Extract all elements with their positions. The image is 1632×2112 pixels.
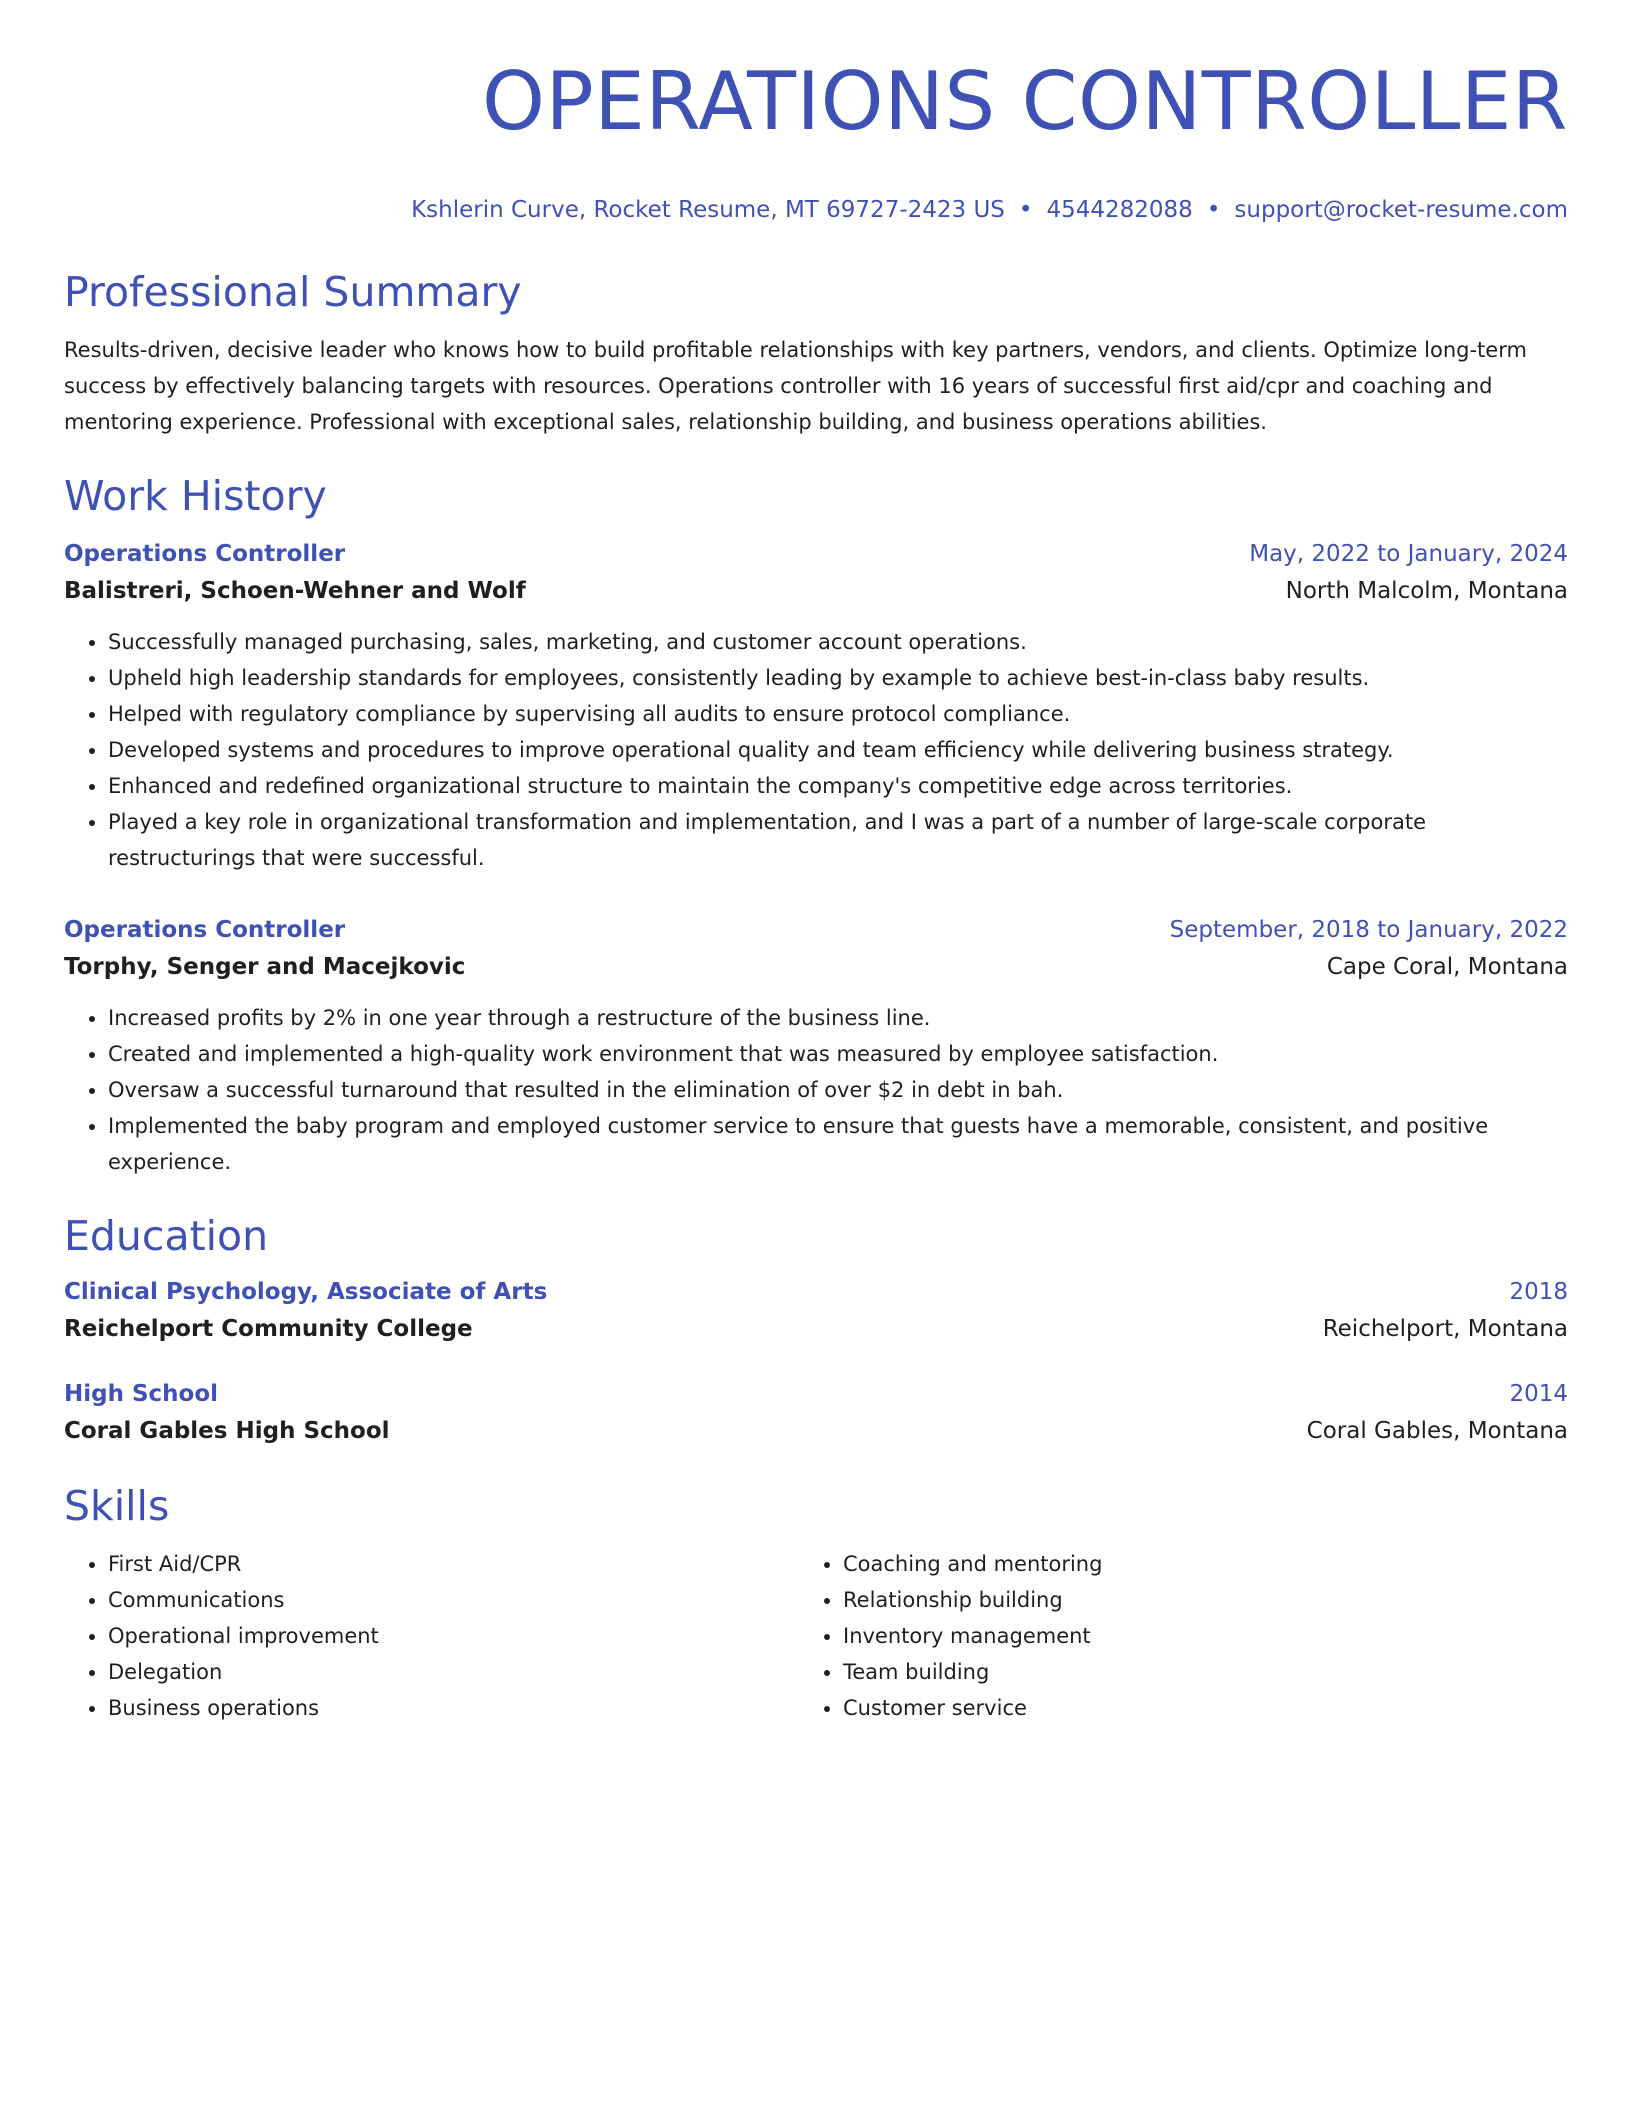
job-title: Operations Controller — [64, 917, 346, 943]
summary-heading: Professional Summary — [64, 268, 522, 316]
job-bullet: • Developed systems and procedures to improve operational quality and team efficiency while delivering business strategy. — [108, 732, 1568, 768]
skill-item: • Team building — [843, 1654, 1534, 1690]
job-location: North Malcolm, Montana — [1285, 578, 1568, 604]
job-company: Torphy, Senger and Macejkovic — [64, 954, 466, 980]
skill-item: • Delegation — [108, 1654, 799, 1690]
education-location: Coral Gables, Montana — [1306, 1418, 1568, 1444]
job-bullet: • Upheld high leadership standards for employees, consistently leading by example to achieve best-in-class baby results. — [108, 660, 1568, 696]
summary-text: Results-driven, decisive leader who knows how to build profitable relationships with key partners, vendors, and clients. Optimize long-term success by effectively balancing targets with resources. Operations controller with 16 years of successful first aid/cpr and coaching and mentoring experience. Professional with exceptional sales, relationship building, and business operations abilities. — [64, 338, 1527, 434]
contact-separator: • — [1018, 197, 1033, 223]
skill-item: • First Aid/CPR — [108, 1546, 799, 1582]
job-company-row — [64, 572, 1568, 610]
job-dates: September, 2018 to January, 2022 — [1169, 917, 1568, 943]
education-header-row — [64, 1274, 1568, 1310]
job-bullet: • Increased profits by 2% in one year through a restructure of the business line. — [108, 1000, 1568, 1036]
job-title: Operations Controller — [64, 541, 346, 567]
skills-list-right — [799, 1546, 1534, 1726]
education-entry — [64, 1274, 1568, 1348]
education-degree: Clinical Psychology, Associate of Arts — [64, 1279, 548, 1305]
education-degree: High School — [64, 1381, 219, 1407]
skills-columns — [64, 1546, 1568, 1726]
education-entry — [64, 1376, 1568, 1450]
skill-item: • Inventory management — [843, 1618, 1534, 1654]
contact-separator: • — [1206, 197, 1221, 223]
skills-heading: Skills — [64, 1482, 170, 1530]
skill-item: • Operational improvement — [108, 1618, 799, 1654]
contact-line — [64, 194, 1568, 226]
education-year: 2014 — [1509, 1381, 1568, 1407]
job-company-row — [64, 948, 1568, 986]
work-history-heading: Work History — [64, 472, 327, 520]
job-header-row — [64, 912, 1568, 948]
job-bullets — [64, 1000, 1568, 1180]
job-bullet: • Played a key role in organizational transformation and implementation, and I was a part of a number of large-scale corporate restructurings that were successful. — [108, 804, 1568, 876]
education-school: Coral Gables High School — [64, 1418, 390, 1444]
resume-title: OPERATIONS CONTROLLER — [482, 55, 1568, 148]
job-bullet: • Enhanced and redefined organizational structure to maintain the company's competitive edge across territories. — [108, 768, 1568, 804]
skill-item: • Coaching and mentoring — [843, 1546, 1534, 1582]
job-entry — [64, 536, 1568, 876]
education-school: Reichelport Community College — [64, 1316, 473, 1342]
job-company: Balistreri, Schoen-Wehner and Wolf — [64, 578, 526, 604]
job-bullet: • Helped with regulatory compliance by supervising all audits to ensure protocol compliance. — [108, 696, 1568, 732]
summary-section — [64, 266, 1568, 440]
education-year: 2018 — [1509, 1279, 1568, 1305]
job-bullet: • Created and implemented a high-quality work environment that was measured by employee satisfaction. — [108, 1036, 1568, 1072]
skill-item: • Customer service — [843, 1690, 1534, 1726]
resume-header — [64, 52, 1568, 226]
education-heading: Education — [64, 1212, 269, 1260]
job-bullets — [64, 624, 1568, 876]
skill-item: • Relationship building — [843, 1582, 1534, 1618]
skills-section — [64, 1480, 1568, 1726]
work-history-section — [64, 470, 1568, 1180]
job-header-row — [64, 536, 1568, 572]
contact-address: Kshlerin Curve, Rocket Resume, MT 69727-2423 US — [411, 197, 1005, 223]
job-dates: May, 2022 to January, 2024 — [1249, 541, 1568, 567]
education-school-row — [64, 1412, 1568, 1450]
skill-item: • Business operations — [108, 1690, 799, 1726]
education-header-row — [64, 1376, 1568, 1412]
education-location: Reichelport, Montana — [1322, 1316, 1568, 1342]
job-bullet: • Successfully managed purchasing, sales, marketing, and customer account operations. — [108, 624, 1568, 660]
job-bullet: • Implemented the baby program and employed customer service to ensure that guests have a memorable, consistent, and positive experience. — [108, 1108, 1568, 1180]
job-entry — [64, 912, 1568, 1180]
education-school-row — [64, 1310, 1568, 1348]
contact-email: support@rocket-resume.com — [1234, 197, 1568, 223]
contact-phone: 4544282088 — [1046, 197, 1193, 223]
skill-item: • Communications — [108, 1582, 799, 1618]
education-section — [64, 1210, 1568, 1450]
skills-list-left — [64, 1546, 799, 1726]
job-location: Cape Coral, Montana — [1326, 954, 1568, 980]
job-bullet: • Oversaw a successful turnaround that resulted in the elimination of over $2 in debt in bah. — [108, 1072, 1568, 1108]
